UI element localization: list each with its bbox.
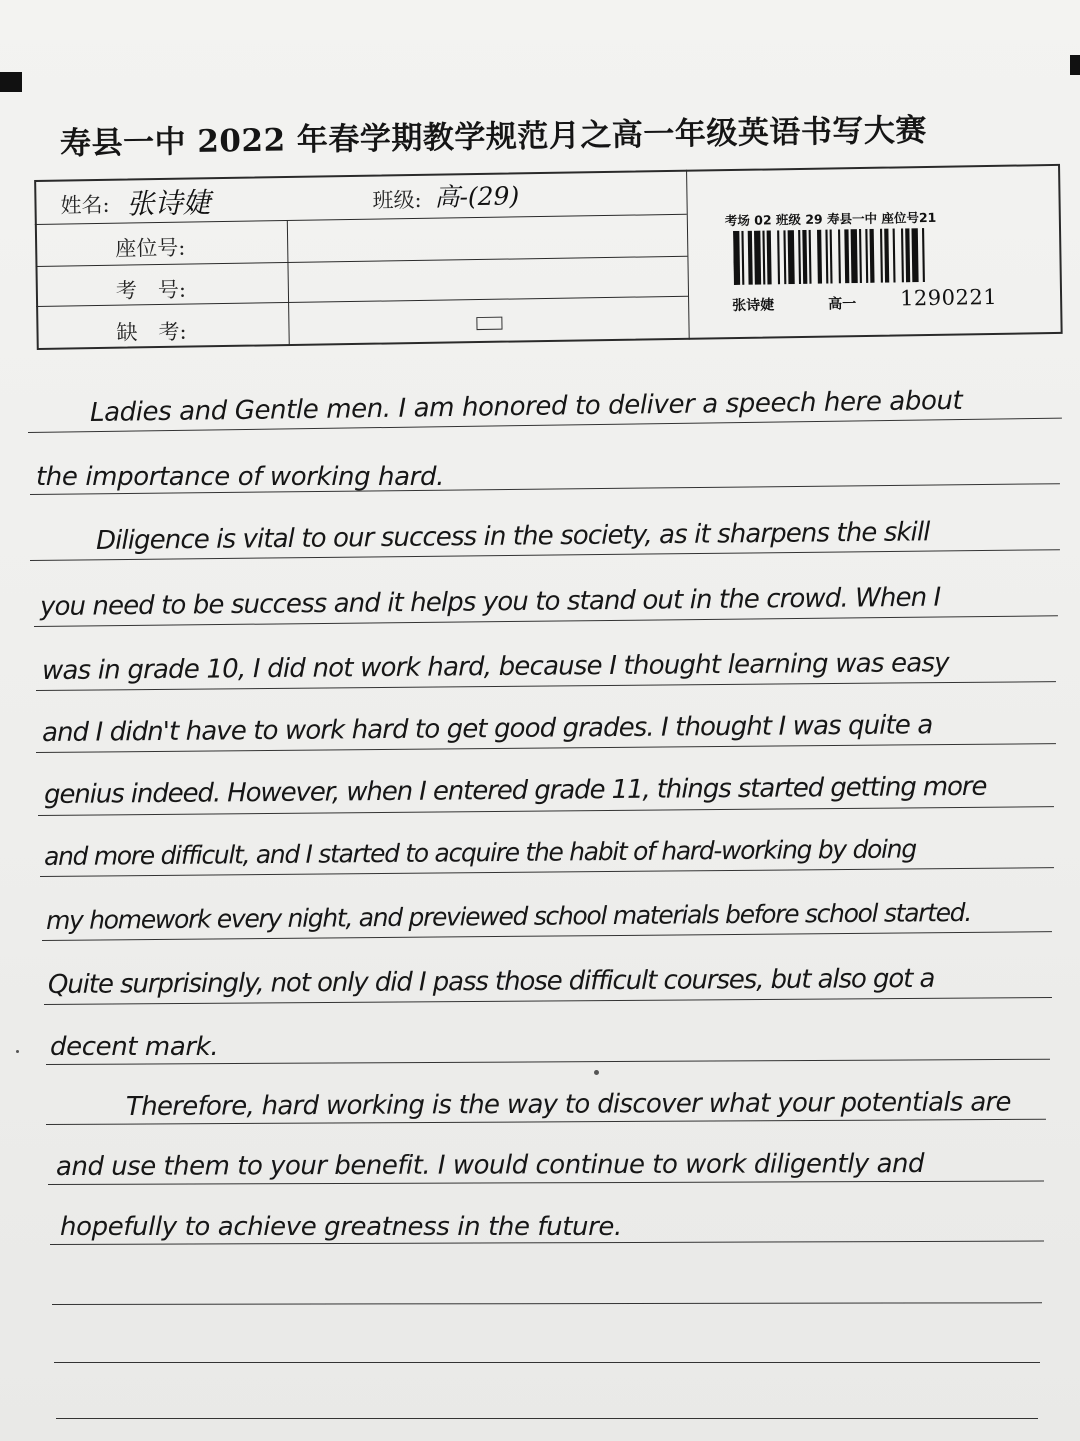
class-value: 高-(29) (434, 181, 520, 212)
barcode-grade: 高一 (828, 296, 857, 313)
page-title: 寿县一中 2022 年春学期教学规范月之高一年级英语书写大赛 (59, 112, 928, 162)
essay-line: Therefore, hard working is the way to discover what your potentials are (125, 1087, 1011, 1122)
seat-number-label: 座位号: (115, 235, 186, 261)
essay-line: Ladies and Gentle men. I am honored to deliver a speech here about (89, 385, 963, 428)
essay-line: and use them to your benefit. I would continue to work diligently and (55, 1148, 925, 1182)
essay-line: was in grade 10, I did not work hard, because I thought learning was easy (41, 648, 949, 686)
barcode-number: 1290221 (899, 284, 998, 311)
barcode-student-name: 张诗婕 (732, 297, 775, 315)
essay-line: decent mark. (50, 1032, 219, 1062)
barcode-icon (733, 227, 992, 285)
writing-line (52, 1302, 1042, 1305)
essay-line: and more difficult, and I started to acquire the habit of hard-working by doing (43, 834, 916, 871)
absent-checkbox[interactable] (476, 317, 502, 330)
registration-mark-left (0, 72, 22, 92)
ink-dot (16, 1050, 19, 1053)
name-value: 张诗婕 (126, 186, 211, 221)
essay-line: you need to be success and it helps you to stand out in the crowd. When I (39, 582, 941, 622)
name-label: 姓名: (60, 192, 110, 218)
student-info-table (34, 156, 1065, 354)
essay-line: genius indeed. However, when I entered grade 11, things started getting more (43, 771, 987, 810)
essay-line: hopefully to achieve greatness in the future. (60, 1212, 622, 1242)
essay-line: Quite surprisingly, not only did I pass those difficult courses, but also got a (47, 963, 935, 1000)
absent-label: 缺 考: (116, 319, 187, 345)
writing-line (56, 1418, 1038, 1419)
essay-line: and I didn't have to work hard to get good grades. I thought I was quite a (41, 710, 933, 748)
essay-line: Diligence is vital to our success in the society, as it sharpens the skill (95, 517, 930, 556)
writing-line (54, 1362, 1040, 1363)
essay-line: the importance of working hard. (36, 462, 444, 492)
ink-dot (594, 1070, 599, 1075)
barcode-label (686, 156, 1063, 332)
barcode-info: 考场 02 班级 29 寿县一中 座位号21 (724, 209, 937, 229)
exam-number-label: 考 号: (115, 277, 187, 303)
essay-line: my homework every night, and previewed school materials before school started. (45, 897, 972, 935)
registration-mark-right (1070, 55, 1080, 75)
class-label: 班级: (372, 187, 422, 213)
